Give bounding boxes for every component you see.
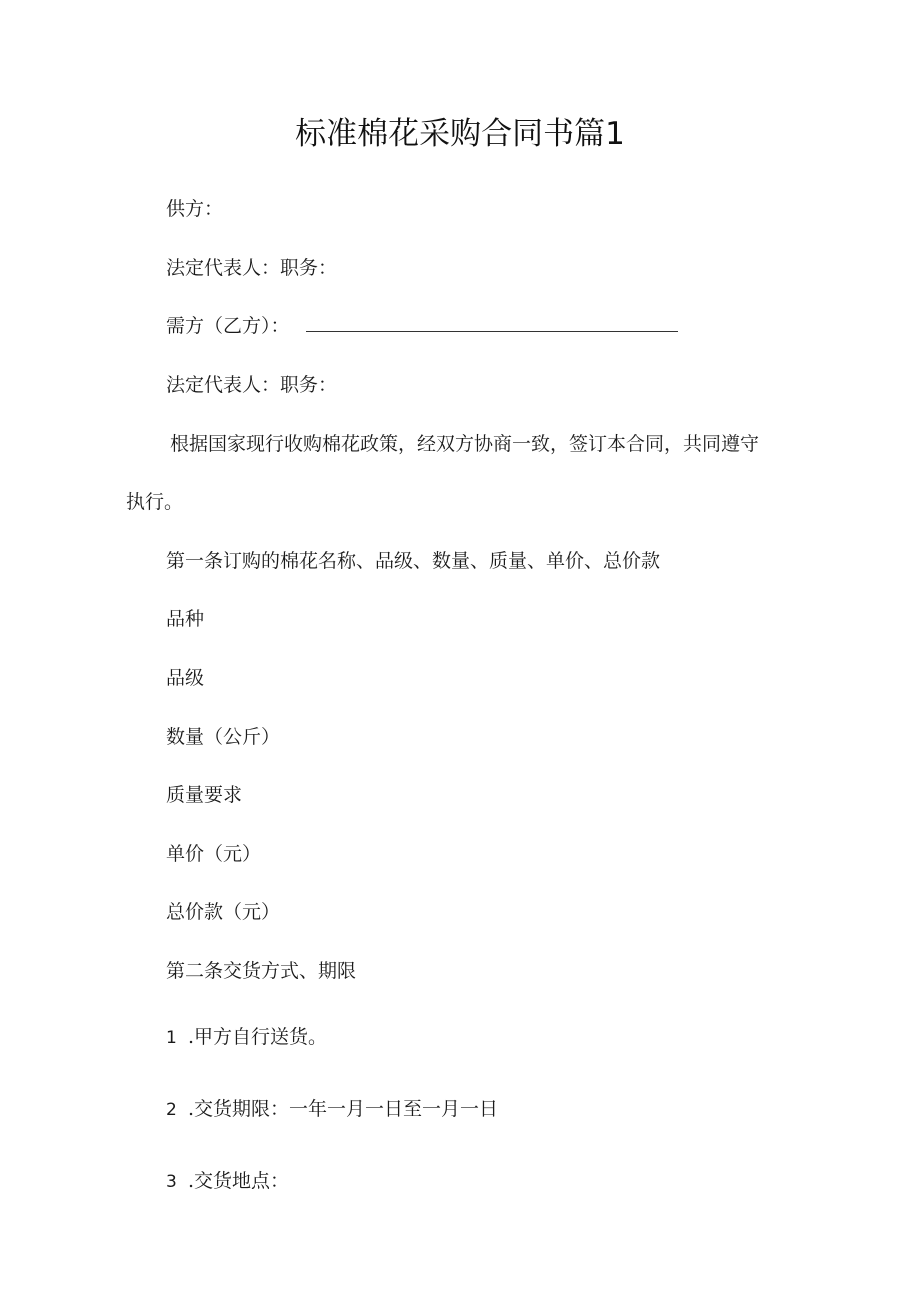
intro-paragraph-line-1: 根据国家现行收购棉花政策，经双方协商一致，签订本合同，共同遵守 (170, 433, 760, 455)
clause-1-number: 1 (166, 1028, 177, 1048)
legal-representative-line-1: 法定代表人：职务： (166, 257, 338, 279)
supplier-label: 供方： (166, 198, 224, 220)
article-2-heading: 第二条交货方式、期限 (166, 960, 357, 982)
item-variety: 品种 (166, 608, 205, 630)
intro-paragraph-line-2: 执行。 (126, 491, 184, 513)
clause-3 (166, 1168, 289, 1195)
article-1-heading: 第一条订购的棉花名称、品级、数量、质量、单价、总价款 (166, 550, 661, 572)
item-grade: 品级 (166, 667, 205, 689)
clause-2-text: .交货期限：一年一月一日至一月一日 (188, 1098, 499, 1120)
clause-3-number: 3 (166, 1172, 177, 1192)
item-total-price: 总价款（元） (166, 901, 281, 923)
buyer-name-blank (306, 313, 678, 332)
clause-1 (166, 1024, 327, 1051)
buyer-line (166, 313, 678, 339)
document-title: 标准棉花采购合同书篇1 (295, 116, 625, 152)
item-unit-price: 单价（元） (166, 843, 262, 865)
clause-3-text: .交货地点： (188, 1170, 290, 1192)
legal-representative-line-2: 法定代表人：职务： (166, 374, 338, 396)
clause-1-text: .甲方自行送货。 (188, 1026, 328, 1048)
item-quantity: 数量（公斤） (166, 726, 281, 748)
clause-2 (166, 1096, 498, 1123)
item-quality: 质量要求 (166, 784, 243, 806)
clause-2-number: 2 (166, 1100, 177, 1120)
buyer-label: 需方（乙方）： (166, 315, 290, 337)
